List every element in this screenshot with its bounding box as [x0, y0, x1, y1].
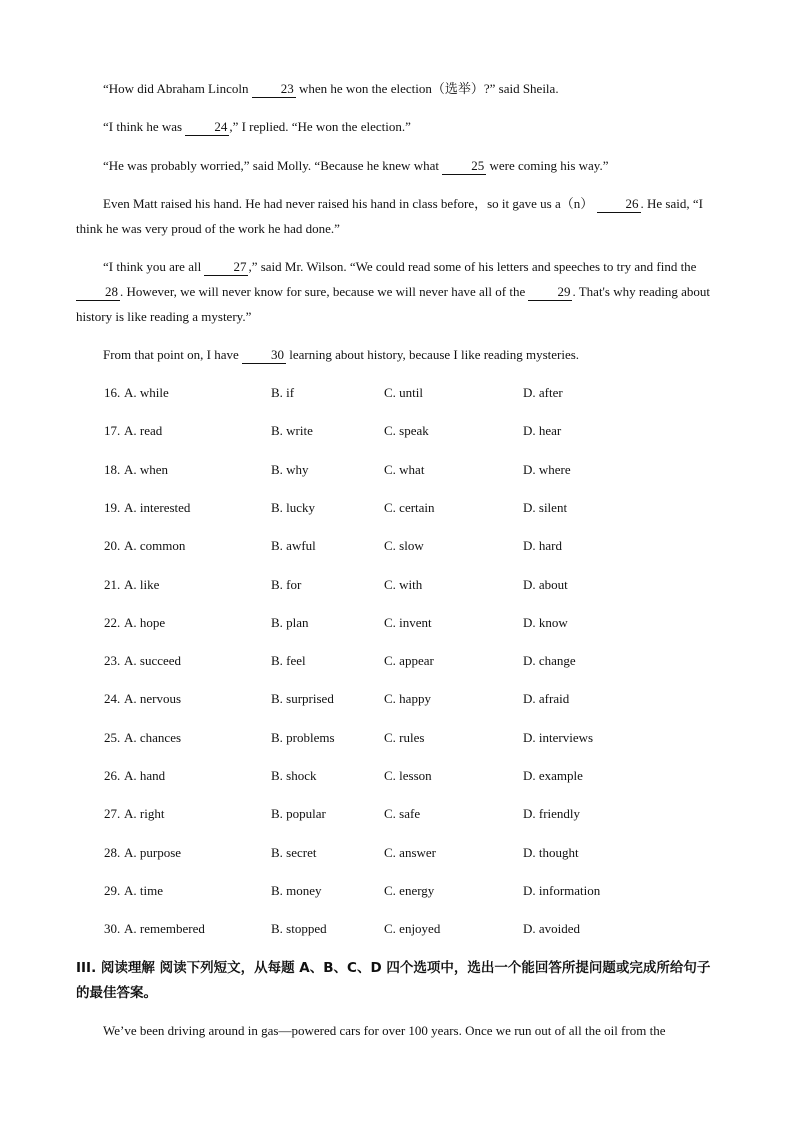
paragraph-text: “I think he was [103, 119, 186, 134]
option-d: D. friendly [523, 806, 581, 821]
paragraph-text: were coming his way.” [486, 158, 609, 173]
paragraph-text: “I think you are all [103, 259, 205, 274]
question-row [0, 423, 794, 443]
question-number: 27. [104, 806, 121, 821]
option-c: C. enjoyed [384, 921, 441, 936]
option-b: B. plan [271, 615, 309, 630]
option-a: A. read [124, 423, 163, 438]
paragraph-p4 [76, 191, 718, 241]
option-a: A. succeed [124, 653, 182, 668]
question-number: 26. [104, 768, 121, 783]
option-a: A. purpose [124, 845, 182, 860]
question-row [0, 921, 794, 941]
question-row [0, 462, 794, 482]
option-d: D. avoided [523, 921, 581, 936]
question-row [0, 500, 794, 520]
option-c: C. invent [384, 615, 432, 630]
option-d: D. about [523, 577, 568, 592]
option-c: C. speak [384, 423, 429, 438]
option-d: D. hard [523, 538, 562, 553]
paragraph-text: . However, we will never know for sure, because we will never have all of the [120, 284, 529, 299]
cloze-blank: 26 [597, 196, 641, 213]
cloze-blank: 28 [76, 284, 120, 301]
paragraph-p5 [76, 254, 718, 329]
question-number: 16. [104, 385, 121, 400]
option-c: C. rules [384, 730, 425, 745]
paragraph-text: From that point on, I have [103, 347, 243, 362]
option-d: D. information [523, 883, 601, 898]
option-c: C. until [384, 385, 424, 400]
question-row [0, 768, 794, 788]
option-c: C. lesson [384, 768, 432, 783]
option-b: B. lucky [271, 500, 316, 515]
option-a: A. right [124, 806, 165, 821]
option-b: B. shock [271, 768, 317, 783]
option-d: D. silent [523, 500, 568, 515]
question-row [0, 883, 794, 903]
paragraph-p3 [76, 153, 718, 178]
option-d: D. interviews [523, 730, 594, 745]
paragraph-text: ,” I replied. “He won the election.” [229, 119, 411, 134]
cloze-blank: 25 [442, 158, 486, 175]
paragraph-text: “How did Abraham Lincoln [103, 81, 252, 96]
question-number: 23. [104, 653, 121, 668]
option-c: C. certain [384, 500, 435, 515]
option-c: C. slow [384, 538, 424, 553]
option-a: A. hope [124, 615, 166, 630]
question-number: 22. [104, 615, 121, 630]
option-b: B. why [271, 462, 309, 477]
question-row [0, 806, 794, 826]
option-d: D. where [523, 462, 571, 477]
option-c: C. safe [384, 806, 421, 821]
option-b: B. write [271, 423, 313, 438]
option-a: A. while [124, 385, 169, 400]
question-number: 25. [104, 730, 121, 745]
question-number: 30. [104, 921, 121, 936]
option-a: A. common [124, 538, 186, 553]
option-c: C. energy [384, 883, 435, 898]
option-d: D. hear [523, 423, 562, 438]
option-c: C. what [384, 462, 425, 477]
cloze-blank: 24 [185, 119, 229, 136]
paragraph-p1 [76, 76, 718, 101]
cloze-blank: 27 [204, 259, 248, 276]
question-number: 19. [104, 500, 121, 515]
question-number: 20. [104, 538, 121, 553]
section-heading: III. 阅读理解 阅读下列短文，从每题 A、B、C、D 四个选项中，选出一个能回答所提问题或完成所给句子的最佳答案。 [76, 960, 711, 1001]
option-b: B. money [271, 883, 322, 898]
question-row [0, 691, 794, 711]
question-number: 21. [104, 577, 121, 592]
option-a: A. nervous [124, 691, 182, 706]
option-a: A. interested [124, 500, 191, 515]
cloze-blank: 23 [252, 81, 296, 98]
option-d: D. afraid [523, 691, 570, 706]
question-number: 24. [104, 691, 121, 706]
option-a: A. time [124, 883, 163, 898]
paragraph-text: . He said, “I think he was very proud of the work he had done.” [76, 196, 703, 236]
option-a: A. when [124, 462, 169, 477]
option-b: B. stopped [271, 921, 327, 936]
paragraph-text: ,” said Mr. Wilson. “We could read some of his letters and speeches to try and find the [248, 259, 697, 274]
paragraph-text: . That's why reading about history is like reading a mystery.” [76, 284, 710, 324]
paragraph-p2 [76, 114, 718, 139]
question-number: 18. [104, 462, 121, 477]
option-a: A. chances [124, 730, 182, 745]
option-b: B. problems [271, 730, 335, 745]
question-number: 28. [104, 845, 121, 860]
question-row [0, 653, 794, 673]
cloze-blank: 29 [528, 284, 572, 301]
question-row [0, 385, 794, 405]
option-b: B. secret [271, 845, 317, 860]
question-row [0, 845, 794, 865]
paragraph-text: when he won the election（选举）?” said Sheila. [295, 81, 559, 96]
option-d: D. thought [523, 845, 579, 860]
question-number: 29. [104, 883, 121, 898]
cloze-blank: 30 [242, 347, 286, 364]
option-d: D. example [523, 768, 583, 783]
question-row [0, 730, 794, 750]
option-b: B. popular [271, 806, 326, 821]
paragraph-text: Even Matt raised his hand. He had never raised his hand in class before，so it gave us a（n） [103, 196, 597, 211]
option-c: C. answer [384, 845, 436, 860]
paragraph-text: learning about history, because I like reading mysteries. [286, 347, 580, 362]
option-d: D. know [523, 615, 568, 630]
option-a: A. remembered [124, 921, 205, 936]
option-b: B. awful [271, 538, 316, 553]
option-d: D. change [523, 653, 576, 668]
paragraph-p6 [76, 342, 718, 367]
question-row [0, 538, 794, 558]
question-row [0, 577, 794, 597]
option-d: D. after [523, 385, 563, 400]
option-b: B. feel [271, 653, 306, 668]
option-b: B. for [271, 577, 302, 592]
option-a: A. like [124, 577, 160, 592]
option-c: C. appear [384, 653, 434, 668]
question-row [0, 615, 794, 635]
option-c: C. with [384, 577, 423, 592]
question-number: 17. [104, 423, 121, 438]
reading-passage-line: We’ve been driving around in gas—powered cars for over 100 years. Once we run out of all the oil from the [103, 1023, 666, 1038]
option-a: A. hand [124, 768, 166, 783]
paragraph-text: “He was probably worried,” said Molly. “Because he knew what [103, 158, 443, 173]
option-b: B. if [271, 385, 295, 400]
option-b: B. surprised [271, 691, 334, 706]
option-c: C. happy [384, 691, 431, 706]
